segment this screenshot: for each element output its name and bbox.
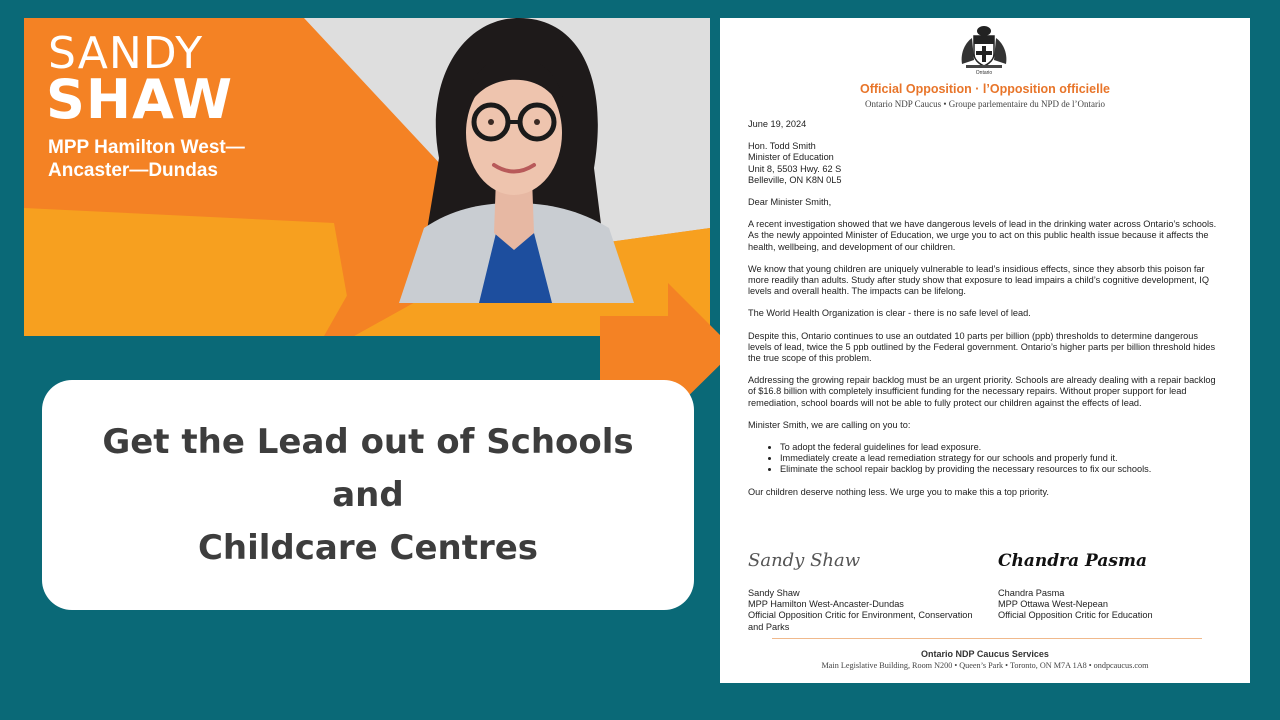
address-line: Belleville, ON K8N 0L5 [748,174,842,185]
address-line: Minister of Education [748,152,834,163]
signatory-name: Chandra Pasma [998,588,1065,598]
address-line: Unit 8, 5503 Hwy. 62 S [748,163,842,174]
open-letter [720,18,1250,683]
headline-line-3: Childcare Centres [197,527,539,568]
ontario-coat-of-arms-icon [958,24,1010,70]
headline-line-1: Get the Lead out of Schools [102,421,634,462]
headline-line-2: and [332,474,404,515]
letter-paragraph: We know that young children are uniquely vulnerable to lead’s insidious effects, since they absorb this poison far more readily than adults. Study after study show that exposure to lead impairs a child’s cognitive development, IQ levels and overall health. The impacts can be lifelong. [748,263,1209,297]
letter-paragraph: A recent investigation showed that we have dangerous levels of lead in the drinking water across Ontario’s schools. As the newly appointed Minister of Education, we urge you to act on this public health issue because it affects the health, wellbeing, and development of our children. [748,219,1217,252]
list-item: • To adopt the federal guidelines for lead exposure. [780,442,1222,453]
footer-organization: Ontario NDP Caucus Services [921,649,1049,659]
signatory-title: MPP Ottawa West-Nepean [998,599,1108,610]
salutation: Dear Minister Smith, [748,197,832,208]
headline-card [42,380,694,610]
headline [82,416,653,575]
letterhead-caucus: Ontario NDP Caucus • Groupe parlementaire du NPD de l’Ontario [864,99,1105,109]
footer-address: Main Legislative Building, Room N200 • Queen’s Park • Toronto, ON M7A 1A8 • ondpcaucus.com [821,661,1149,670]
crest-caption: Ontario [975,70,993,76]
candidate-riding: MPP Hamilton West—Ancaster—Dundas [48,137,245,181]
signatory-name: Sandy Shaw [748,588,800,598]
letter-body [748,119,1222,509]
candidate-portrait [384,18,634,303]
signatory-role: Official Opposition Critic for Environment, Conservation and Parks [748,610,973,632]
letter-closing: Our children deserve nothing less. We urge you to make this a top priority. [748,486,1049,497]
letter-paragraph: Despite this, Ontario continues to use an outdated 10 parts per billion (ppb) thresholds to determine dangerous levels of lead, twice the 5 ppb outlined by the Federal government. Ontario’s higher parts per billion threshold hides the true scope of this problem. [748,330,1216,364]
candidate-first-name: SANDY [48,28,204,79]
letter-paragraph: Addressing the growing repair backlog must be an urgent priority. Schools are already dealing with a repair backlog of $16.8 billion with completely insufficient funding for the necessary repairs. Without proper support for lead remediation, school boards will not be able to fully protect our children against the effects of lead. [748,375,1216,408]
letter-paragraph: The World Health Organization is clear - there is no safe level of lead. [748,308,1031,319]
signature-area [748,548,1222,648]
list-item: • Eliminate the school repair backlog by providing the necessary resources to fix our schools. [780,464,1222,475]
address-line: Hon. Todd Smith [748,141,816,152]
handwritten-signature: Sandy Shaw [748,550,861,571]
candidate-last-name: SHAW [46,68,234,131]
signatory-chandra-pasma [998,548,1228,622]
handwritten-signature: Chandra Pasma [998,551,1147,571]
letter-date: June 19, 2024 [748,119,807,129]
letterhead-office: Official Opposition · l’Opposition officielle [860,82,1110,96]
list-item: • Immediately create a lead remediation strategy for our schools and properly fund it. [780,453,1222,464]
signatory-sandy-shaw [748,548,978,633]
signatory-title: MPP Hamilton West-Ancaster-Dundas [748,599,904,610]
footer-divider [772,638,1202,639]
recipient-address [748,141,1222,186]
signatory-role: Official Opposition Critic for Education [998,610,1153,621]
letter-paragraph: Minister Smith, we are calling on you to: [748,419,911,430]
demands-list [748,442,1222,476]
